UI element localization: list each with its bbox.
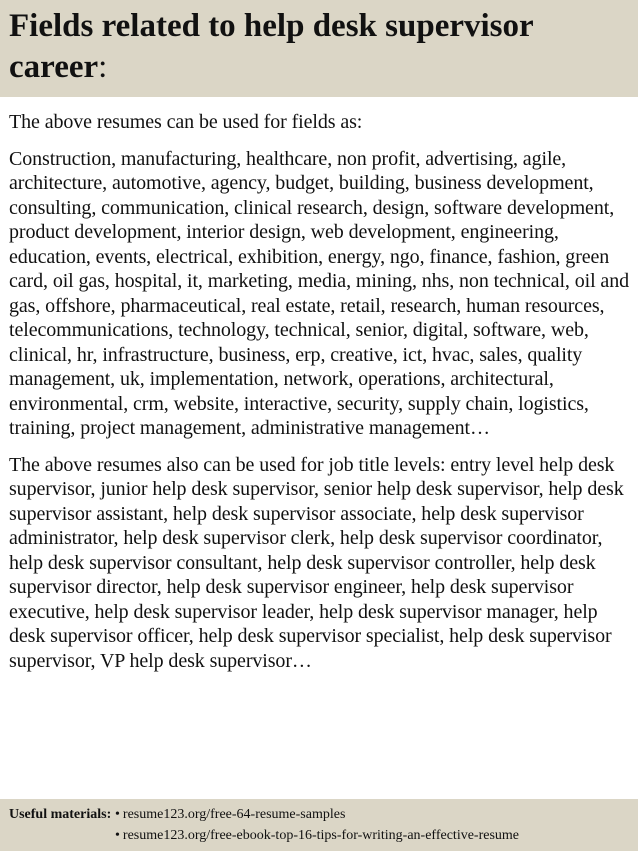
bullet-icon: •	[115, 807, 120, 822]
header-band	[0, 0, 638, 97]
ebook-tips-link[interactable]: resume123.org/free-ebook-top-16-tips-for-writing-an-effective-resume	[122, 828, 520, 843]
useful-materials-label	[9, 805, 111, 824]
bullet-icon: •	[115, 828, 120, 843]
page-title-colon: :	[98, 49, 108, 85]
page-title	[9, 6, 629, 88]
footer-link-item	[115, 826, 519, 845]
footer-band	[0, 799, 638, 851]
intro-text: The above resumes can be used for fields as:	[9, 111, 363, 133]
resume-samples-link[interactable]: resume123.org/free-64-resume-samples	[122, 807, 346, 822]
job-levels-list: The above resumes also can be used for job title levels: entry level help desk supervisor, junior help desk supervisor, senior help desk supervisor, help desk supervisor assistant, help desk supervisor associate, help desk supervisor administrator, help desk supervisor clerk, help desk supervisor coordinator, help desk supervisor consultant, help desk supervisor controller, help desk supervisor director, help desk supervisor engineer, help desk supervisor executive, help desk supervisor leader, help desk supervisor manager, help desk supervisor officer, help desk supervisor specialist, help desk supervisor supervisor, VP help desk supervisor…	[9, 453, 624, 672]
fields-list: Construction, manufacturing, healthcare, non profit, advertising, agile, architecture, automotive, agency, budget, building, business development, consulting, communication, clinical research, design, software development, product development, interior design, web development, engineering, education, events, electrical, exhibition, energy, ngo, finance, fashion, green card, oil gas, hospital, it, marketing, media, mining, nhs, non technical, oil and gas, offshore, pharmaceutical, real estate, retail, research, human resources, telecommunications, technology, technical, senior, digital, software, web, clinical, hr, infrastructure, business, erp, creative, ict, hvac, sales, quality management, uk, implementation, network, operations, architectural, environmental, crm, website, interactive, security, supply chain, logistics, training, project management, administrative management…	[9, 147, 630, 439]
main-content	[9, 110, 634, 673]
useful-materials-label-colon: :	[106, 807, 112, 822]
useful-materials-label-text: Useful materials	[9, 807, 107, 822]
page-title-text: Fields related to help desk supervisor career	[9, 8, 534, 85]
footer-link-item	[115, 805, 345, 824]
